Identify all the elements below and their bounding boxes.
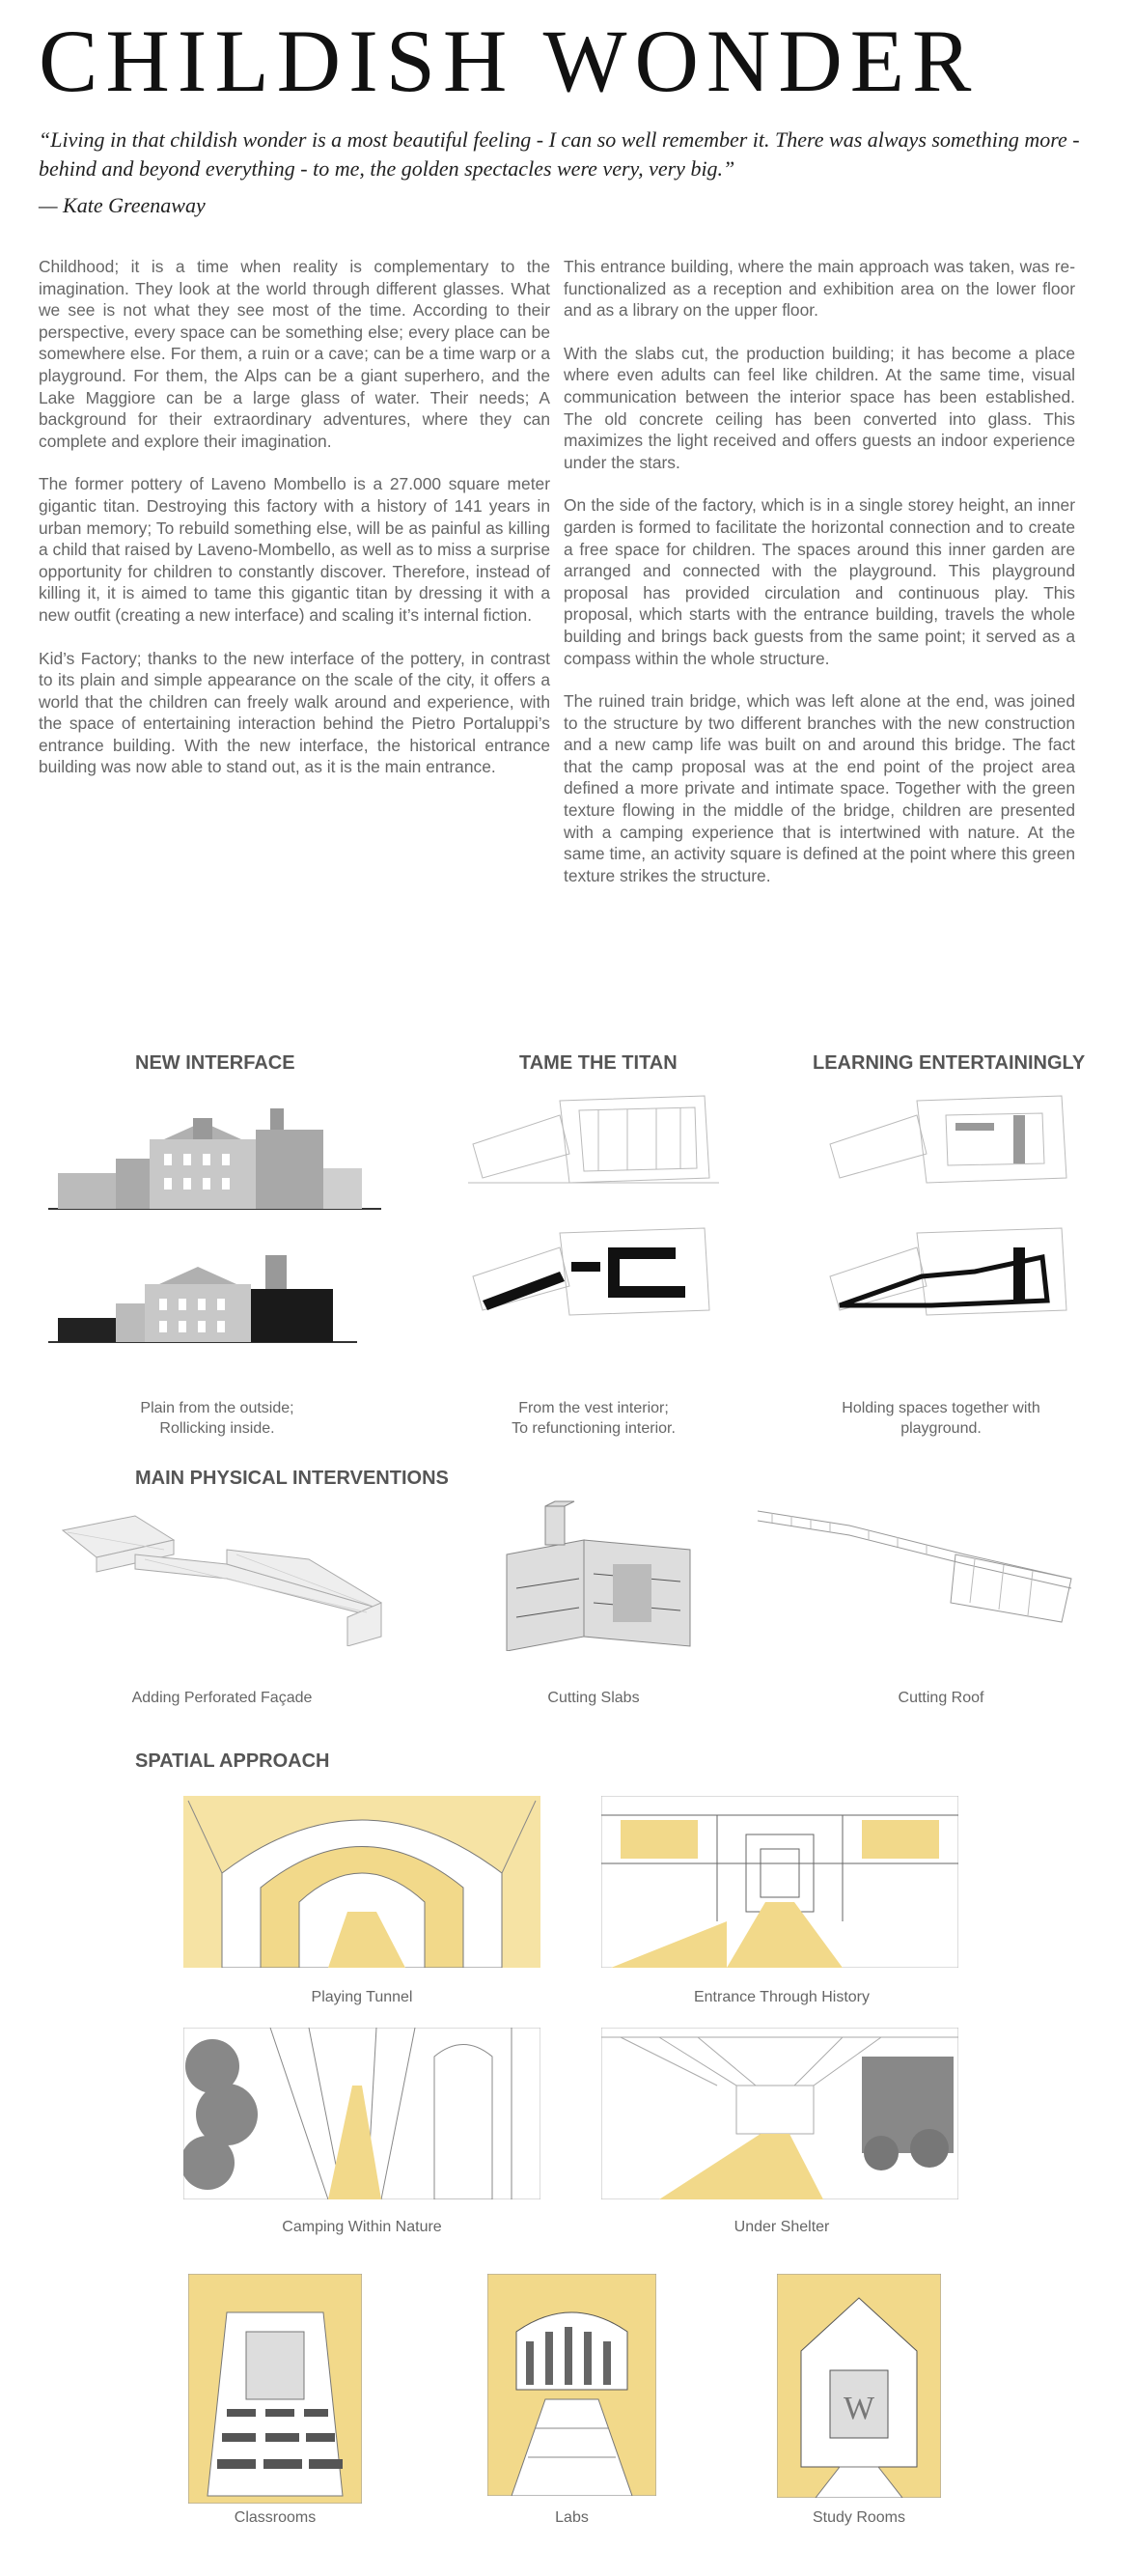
study-rooms-caption: Study Rooms	[812, 2509, 906, 2526]
paragraph: This entrance building, where the main approach was taken, was re-functionalized as a reception and exhibition area on the lower floor and as a library on the upper floor.	[564, 257, 1075, 321]
interventions-heading: MAIN PHYSICAL INTERVENTIONS	[135, 1468, 449, 1489]
labs-caption: Labs	[555, 2509, 589, 2526]
camping-nature-caption: Camping Within Nature	[282, 2219, 442, 2235]
quote-text: “Living in that childish wonder is a most beautiful feeling - I can so well remember it. There was always something more - behind and beyond everything - to me, the golden spectacles were very, very big.”	[39, 127, 1080, 181]
paragraph: The former pottery of Laveno Mombello is a 27.000 square meter gigantic titan. Destroying this factory with a history of 141 years in urban memory; To rebuild something else, will be as painful as killing a child that raised by Laveno-Mombello, as well as to miss a surprise opportunity for children to constantly discover. Therefore, instead of killing it, it is aimed to tame this gigantic titan by dressing it with a new outfit (creating a new interface) and scaling it’s internal fiction.	[39, 474, 550, 625]
under-shelter-sketch	[601, 2028, 958, 2199]
plan-before-drawing	[463, 1086, 724, 1192]
tame-the-titan-heading: TAME THE TITAN	[519, 1052, 678, 1074]
camping-nature-sketch	[183, 2028, 540, 2199]
elevation-before-drawing	[48, 1101, 386, 1217]
classrooms-sketch	[188, 2274, 362, 2504]
learning-entertainingly-caption	[811, 1398, 1071, 1439]
labs-sketch	[487, 2274, 656, 2496]
playground-plan-after	[820, 1218, 1081, 1334]
caption-line: playground.	[900, 1420, 982, 1437]
right-text-column	[564, 256, 1075, 908]
page-title: CHILDISH WONDER	[39, 12, 980, 110]
playground-plan-before	[820, 1086, 1081, 1192]
caption-line: Plain from the outside;	[140, 1400, 294, 1416]
perforated-facade-caption: Adding Perforated Façade	[131, 1690, 313, 1706]
plan-after-drawing	[463, 1218, 724, 1334]
cutting-roof-caption: Cutting Roof	[898, 1690, 984, 1706]
playing-tunnel-caption: Playing Tunnel	[311, 1989, 413, 2005]
playing-tunnel-sketch	[183, 1796, 540, 1968]
caption-line: Rollicking inside.	[159, 1420, 275, 1437]
elevation-after-drawing	[48, 1246, 386, 1352]
left-text-column	[39, 256, 550, 799]
learning-entertainingly-heading: LEARNING ENTERTAININGLY	[813, 1052, 1086, 1074]
entrance-history-sketch	[601, 1796, 958, 1968]
paragraph: Kid’s Factory; thanks to the new interface of the pottery, in contrast to its plain and simple appearance on the scale of the city, it offers a world that the children can freely walk around and experience, with the space of entertaining interaction behind the Pietro Portaluppi’s entrance building. With the new interface, the historical entrance building was now able to stand out, as it is the main entrance.	[39, 648, 550, 777]
caption-line: Holding spaces together with	[842, 1400, 1040, 1416]
paragraph: With the slabs cut, the production building; it has become a place where even adults can feel like children. At the same time, visual communication between the interior space has been established. The old concrete ceiling has been converted into glass. This maximizes the light received and offers guests an indoor experience under the stars.	[564, 343, 1075, 472]
cutting-slabs-caption: Cutting Slabs	[547, 1690, 640, 1706]
spatial-approach-heading: SPATIAL APPROACH	[135, 1750, 330, 1772]
under-shelter-caption: Under Shelter	[734, 2219, 830, 2235]
entrance-history-caption: Entrance Through History	[693, 1989, 870, 2005]
paragraph: On the side of the factory, which is in a single storey height, an inner garden is formed to facilitate the horizontal connection and to create a free space for children. The spaces around this inner garden are arranged and connected with the playground. This playground proposal has provided circulation and continuous play. This proposal, which starts with the entrance building, travels the whole building and brings back guests from the same point; it served as a compass within the whole structure.	[564, 495, 1075, 668]
paragraph: Childhood; it is a time when reality is complementary to the imagination. They look at the world through different glasses. What we see is not what they see most of the time. According to their perspective, every space can be something else; every place can be somewhere else. For them, a ruin or a cave; can be a time warp or a playground. For them, the Alps can be a giant superhero, and the Lake Maggiore can be a large glass of water. Their needs; A background for their extraordinary adventures, where they can complete and explore their imagination.	[39, 257, 550, 451]
quote-author: — Kate Greenaway	[39, 193, 206, 217]
perforated-facade-drawing	[58, 1511, 386, 1646]
tame-the-titan-caption	[463, 1398, 724, 1439]
study-room-letter: W	[843, 2391, 875, 2426]
caption-line: To refunctioning interior.	[512, 1420, 676, 1437]
paragraph: The ruined train bridge, which was left alone at the end, was joined to the structure by two different branches with the new construction and a new camp life was built on and around this bridge. The fact that the camp proposal was at the end point of the project area defined a more private and intimate space. Together with the green texture flowing in the middle of the bridge, children are presented with a camping experience that is intertwined with nature. At the same time, an activity square is defined at the point where this green texture strikes the structure.	[564, 691, 1075, 885]
new-interface-caption	[87, 1398, 347, 1439]
classrooms-caption: Classrooms	[234, 2509, 317, 2526]
cutting-roof-drawing	[753, 1501, 1081, 1637]
cutting-slabs-drawing	[487, 1497, 700, 1651]
new-interface-heading: NEW INTERFACE	[135, 1052, 295, 1074]
study-rooms-sketch	[777, 2274, 941, 2498]
caption-line: From the vest interior;	[518, 1400, 669, 1416]
